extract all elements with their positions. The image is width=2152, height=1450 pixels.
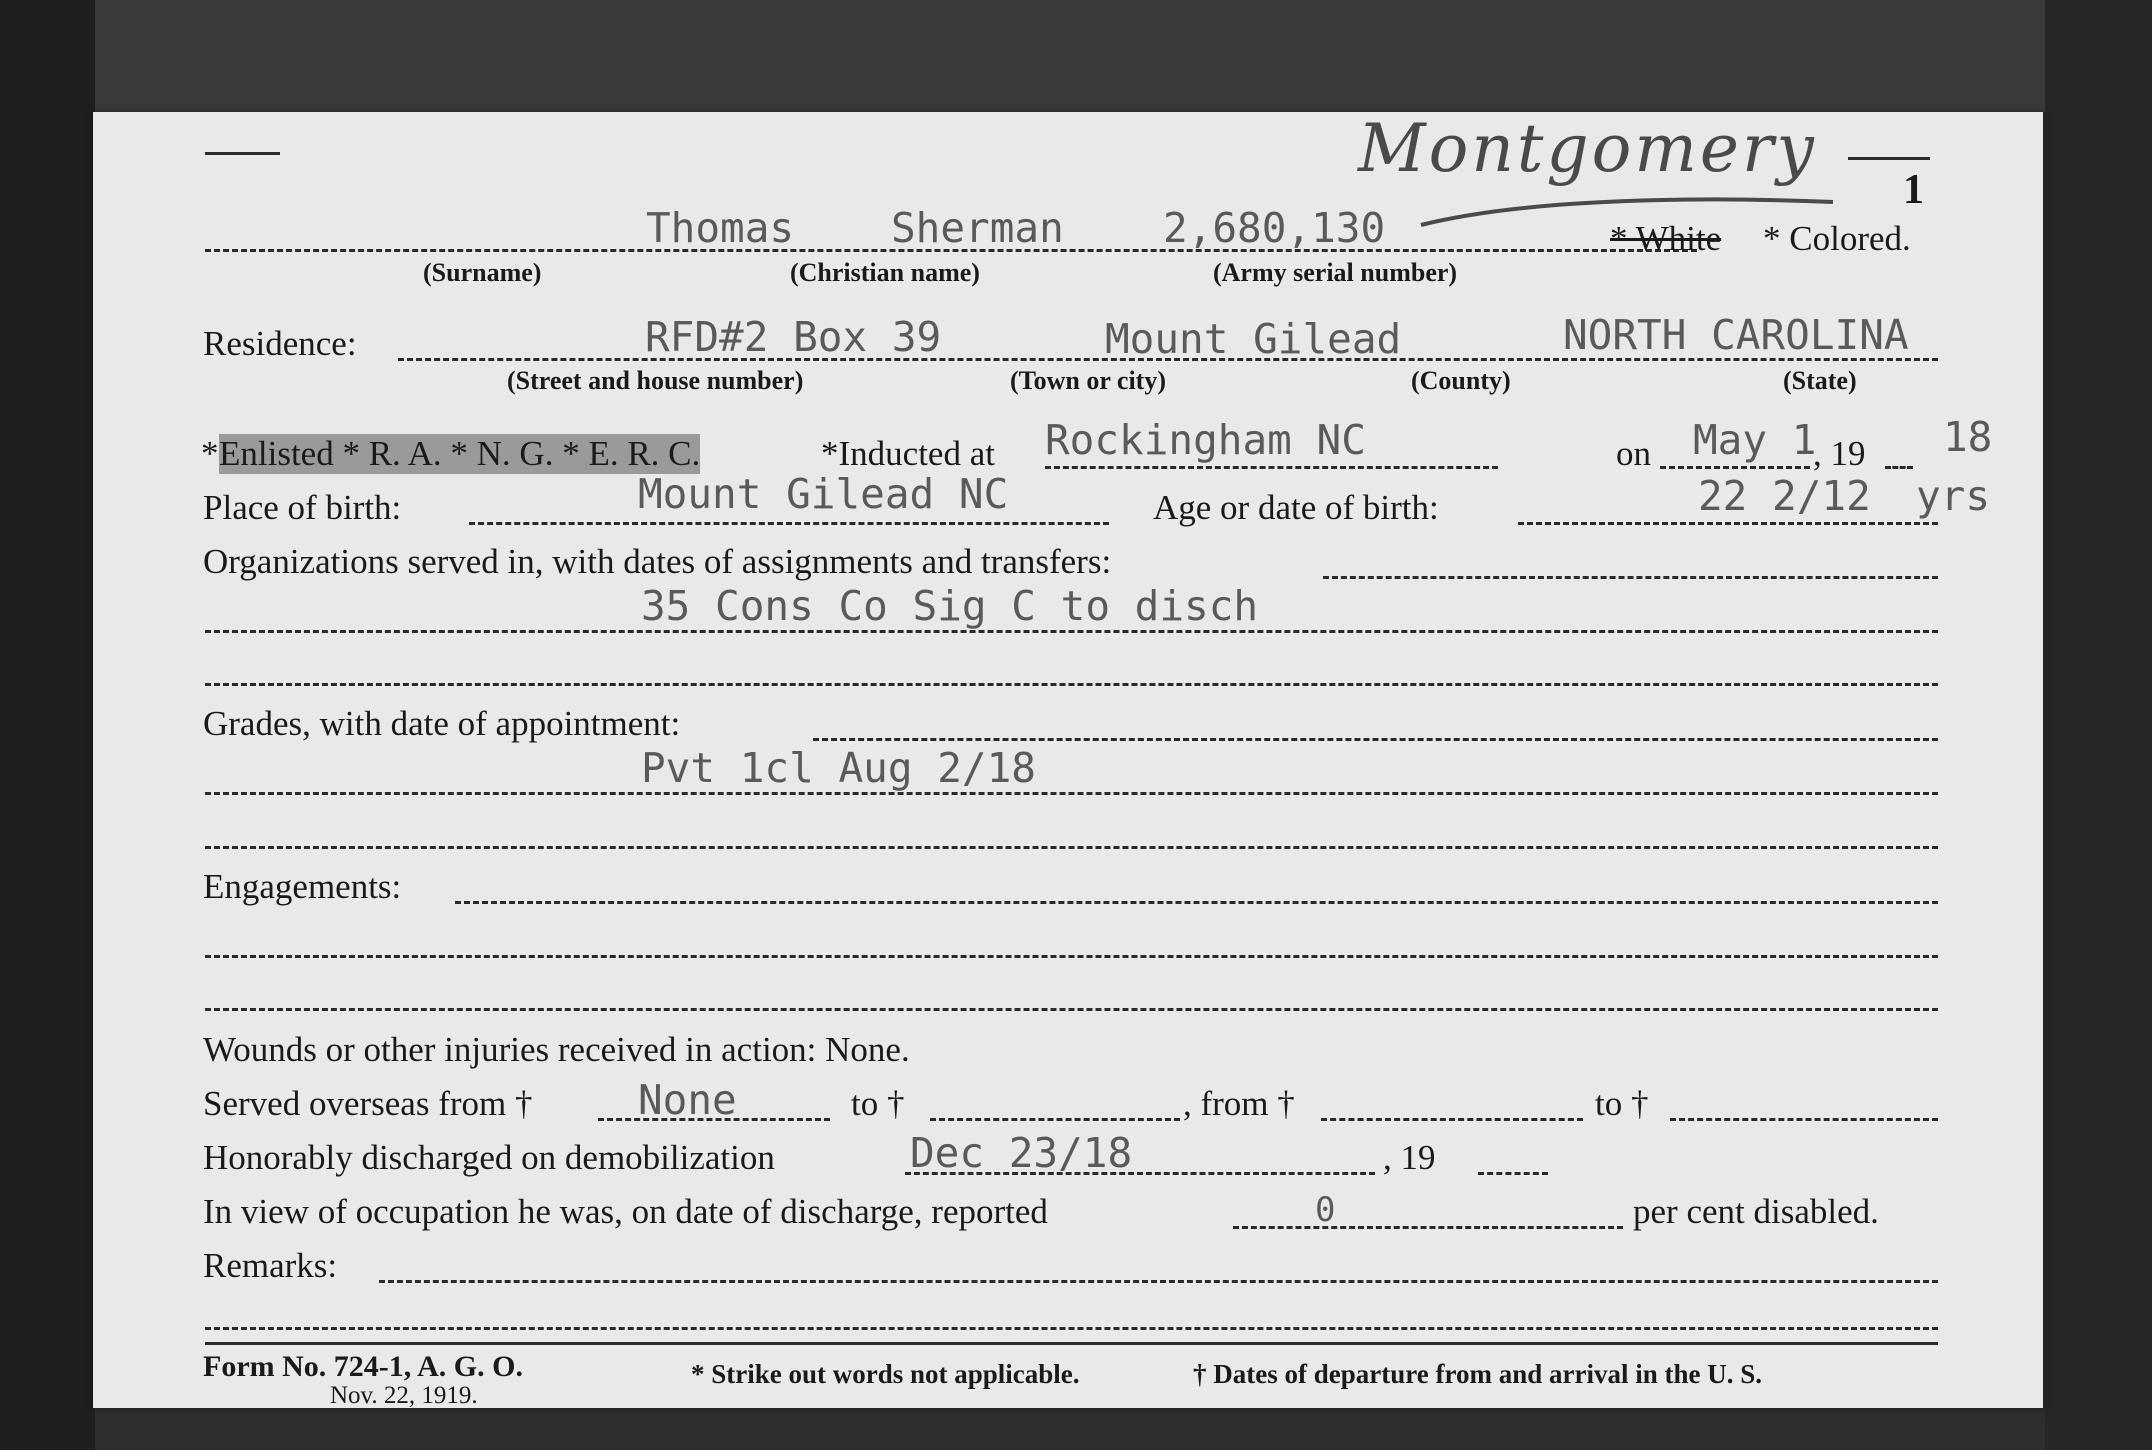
surname-value: Thomas	[646, 204, 795, 252]
grades-line-3	[205, 846, 1938, 849]
town-caption: (Town or city)	[1010, 366, 1166, 395]
serial-number-value: 2,680,130	[1163, 204, 1386, 252]
occupation-label: In view of occupation he was, on date of discharge, reported	[203, 1192, 1048, 1231]
handwritten-county: Montgomery	[1358, 110, 1817, 187]
induction-year-value: 18	[1943, 413, 1993, 461]
age-unit: yrs	[1916, 472, 1991, 520]
bottom-rule	[205, 1342, 1938, 1345]
form-date: Nov. 22, 1919.	[330, 1382, 478, 1409]
on-label: on	[1616, 434, 1651, 473]
inducted-at-label: *Inducted at	[821, 434, 995, 473]
enlisted-options: Enlisted * R. A. * N. G. * E. R. C.	[219, 434, 701, 473]
race-white-label: * White	[1610, 219, 1722, 258]
residence-street-value: RFD#2 Box 39	[645, 313, 942, 361]
induction-date-line	[1660, 466, 1810, 469]
remarks-label: Remarks:	[203, 1246, 338, 1285]
served-overseas-label: Served overseas from †	[203, 1084, 533, 1123]
christian-name-caption: (Christian name)	[790, 258, 980, 287]
overseas-to2-label: to †	[1595, 1084, 1649, 1123]
top-right-rule	[1848, 157, 1930, 160]
occupation-line	[1233, 1226, 1623, 1229]
remarks-line-2	[205, 1327, 1938, 1330]
county-caption: (County)	[1411, 366, 1511, 395]
inducted-line	[1045, 466, 1498, 469]
footnote-dates: † Dates of departure from and arrival in the U. S.	[1193, 1359, 1762, 1389]
place-of-birth-label: Place of birth:	[203, 488, 402, 527]
remarks-line-1	[379, 1280, 1938, 1283]
state-caption: (State)	[1783, 366, 1857, 395]
residence-state-value: NORTH CAROLINA	[1563, 311, 1909, 359]
discharge-year-label: , 19	[1383, 1138, 1436, 1177]
organizations-line-1	[1323, 576, 1938, 579]
engagements-line-1	[455, 901, 1938, 904]
overseas-to-label: to †	[851, 1084, 905, 1123]
overseas-to-line	[930, 1118, 1180, 1121]
background-right	[2045, 0, 2152, 1450]
christian-name-value: Sherman	[891, 204, 1064, 252]
age-line	[1518, 522, 1938, 525]
place-of-birth-value: Mount Gilead NC	[638, 470, 1009, 518]
organizations-line-2	[205, 630, 1938, 633]
place-of-birth-line	[469, 522, 1109, 525]
age-label: Age or date of birth:	[1153, 488, 1439, 527]
footnote-strike-out: * Strike out words not applicable.	[691, 1359, 1080, 1389]
overseas-from2-line	[1321, 1118, 1583, 1121]
street-caption: (Street and house number)	[507, 366, 804, 395]
disability-percent-value: 0	[1315, 1190, 1336, 1230]
grades-value: Pvt 1cl Aug 2/18	[641, 744, 1036, 792]
discharge-label: Honorably discharged on demobilization	[203, 1138, 775, 1177]
organizations-line-3	[205, 683, 1938, 686]
organizations-label: Organizations served in, with dates of assignments and transfers:	[203, 542, 1112, 581]
induction-year-prefix: , 19	[1813, 434, 1866, 473]
top-left-rule	[205, 152, 280, 155]
discharge-value: Dec 23/18	[910, 1129, 1133, 1177]
engagements-line-2	[205, 955, 1938, 958]
grades-label: Grades, with date of appointment:	[203, 704, 681, 743]
residence-town-value: Mount Gilead	[1105, 315, 1402, 363]
enlisted-star: *	[201, 434, 219, 473]
occupation-suffix: per cent disabled.	[1633, 1192, 1879, 1231]
wounds-text: Wounds or other injuries received in action: None.	[203, 1030, 910, 1069]
background-top	[0, 0, 2152, 112]
organizations-value: 35 Cons Co Sig C to disch	[641, 582, 1259, 630]
engagements-label: Engagements:	[203, 867, 402, 906]
induction-year-line	[1885, 466, 1913, 469]
background-left	[0, 0, 95, 1450]
discharge-year-line	[1478, 1172, 1548, 1175]
grades-line-2	[205, 792, 1938, 795]
race-colored-label: * Colored.	[1763, 219, 1911, 258]
service-record-card	[93, 112, 2043, 1408]
inducted-place-value: Rockingham NC	[1045, 416, 1366, 464]
age-value: 22 2/12	[1698, 472, 1871, 520]
surname-caption: (Surname)	[423, 258, 542, 287]
overseas-from2-label: , from †	[1183, 1084, 1295, 1123]
serial-number-caption: (Army serial number)	[1213, 258, 1458, 287]
form-number: Form No. 724-1, A. G. O.	[203, 1350, 523, 1383]
engagements-line-3	[205, 1008, 1938, 1011]
grades-line-1	[813, 738, 1938, 741]
induction-date-value: May 1	[1693, 416, 1817, 464]
overseas-to2-line	[1670, 1118, 1938, 1121]
card-number: 1	[1903, 167, 1924, 213]
residence-label: Residence:	[203, 324, 357, 363]
overseas-from-value: None	[638, 1076, 737, 1124]
